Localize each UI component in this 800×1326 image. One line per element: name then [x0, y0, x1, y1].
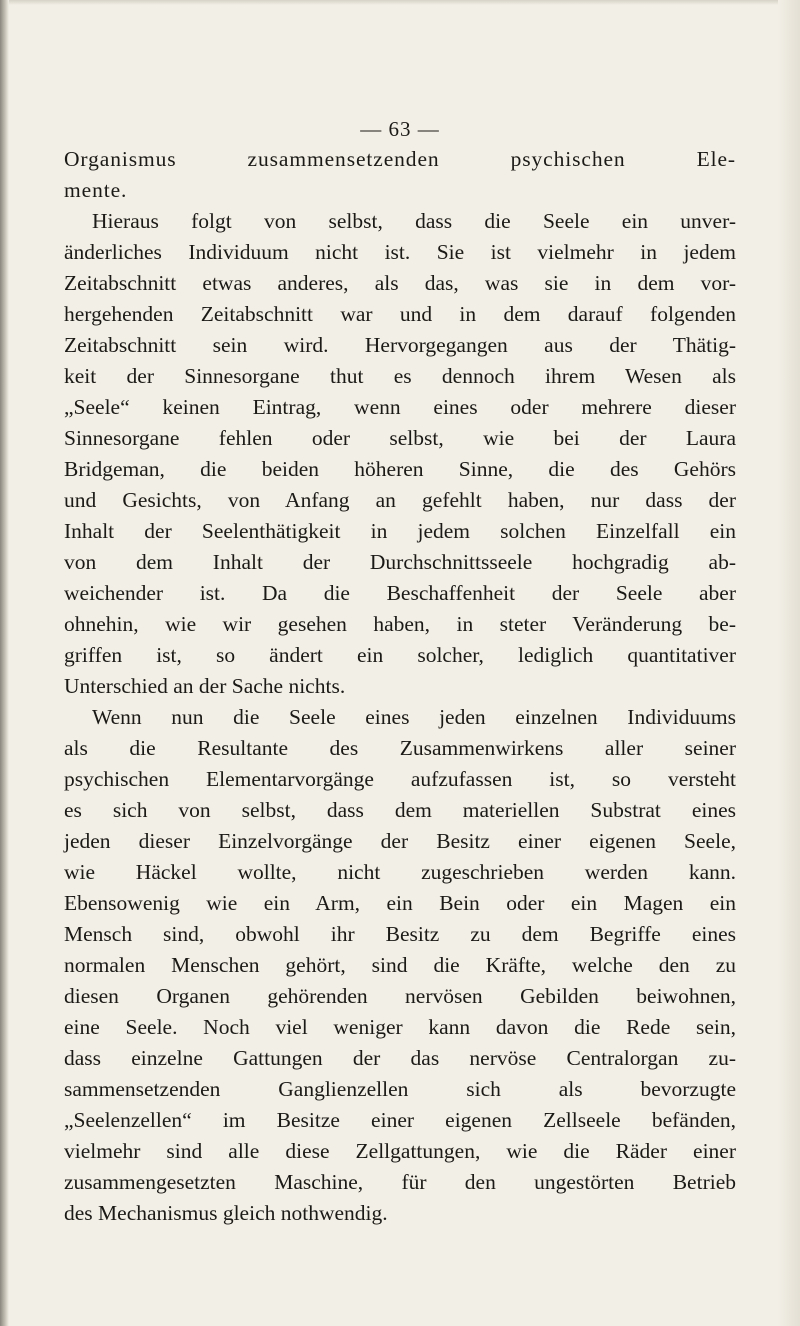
text-line: und Gesichts, von Anfang an gefehlt haben, nur dass der [64, 488, 736, 512]
text-line: als die Resultante des Zusammenwirkens aller seiner [64, 736, 736, 760]
text-line: des Mechanismus gleich nothwendig. [64, 1201, 388, 1225]
text-line: griffen ist, so ändert ein solcher, lediglich quantitativer [64, 643, 736, 667]
text-line: „Seele“ keinen Eintrag, wenn eines oder mehrere dieser [64, 395, 736, 419]
text-line: dass einzelne Gattungen der das nervöse Centralorgan zu- [64, 1046, 736, 1070]
page-top-edge [0, 0, 800, 5]
text-line: wie Häckel wollte, nicht zugeschrieben werden kann. [64, 860, 736, 884]
text-line: Ebensowenig wie ein Arm, ein Bein oder ein Magen ein [64, 891, 736, 915]
text-line: psychischen Elementarvorgänge aufzufassen ist, so versteht [64, 767, 736, 791]
page-right-edge [778, 0, 800, 1326]
text-line: zusammengesetzten Maschine, für den ungestörten Betrieb [64, 1170, 736, 1194]
text-line: Unterschied an der Sache nichts. [64, 674, 346, 698]
text-line: normalen Menschen gehört, sind die Kräfte, welche den zu [64, 953, 736, 977]
text-line: Inhalt der Seelenthätigkeit in jedem solchen Einzelfall ein [64, 519, 736, 543]
text-line: mente. [64, 178, 128, 202]
page-number: — 63 — [360, 117, 440, 141]
text-line: Bridgeman, die beiden höheren Sinne, die des Gehörs [64, 457, 736, 481]
text-line: Zeitabschnitt etwas anderes, als das, was sie in dem vor- [64, 271, 736, 295]
text-line: änderliches Individuum nicht ist. Sie ist vielmehr in jedem [64, 240, 736, 264]
text-line: ohnehin, wie wir gesehen haben, in steter Veränderung be- [64, 612, 736, 636]
text-line: Wenn nun die Seele eines jeden einzelnen Individuums [92, 705, 736, 729]
text-line: sammensetzenden Ganglienzellen sich als bevorzugte [64, 1077, 736, 1101]
text-line: es sich von selbst, dass dem materiellen Substrat eines [64, 798, 736, 822]
text-line: Mensch sind, obwohl ihr Besitz zu dem Begriffe eines [64, 922, 736, 946]
text-line: jeden dieser Einzelvorgänge der Besitz einer eigenen Seele, [64, 829, 736, 853]
text-line: eine Seele. Noch viel weniger kann davon die Rede sein, [64, 1015, 736, 1039]
body-text [64, 144, 736, 1229]
text-line: diesen Organen gehörenden nervösen Gebilden beiwohnen, [64, 984, 736, 1008]
text-line: Organismus zusammensetzenden psychischen Ele- [64, 147, 736, 171]
text-line: Zeitabschnitt sein wird. Hervorgegangen aus der Thätig- [64, 333, 736, 357]
text-line: hergehenden Zeitabschnitt war und in dem darauf folgenden [64, 302, 736, 326]
text-line: „Seelenzellen“ im Besitze einer eigenen Zellseele befänden, [64, 1108, 736, 1132]
text-line: Sinnesorgane fehlen oder selbst, wie bei der Laura [64, 426, 736, 450]
text-line: von dem Inhalt der Durchschnittsseele hochgradig ab- [64, 550, 736, 574]
text-line: keit der Sinnesorgane thut es dennoch ihrem Wesen als [64, 364, 736, 388]
text-line: Hieraus folgt von selbst, dass die Seele ein unver- [92, 209, 736, 233]
text-line: vielmehr sind alle diese Zellgattungen, wie die Räder einer [64, 1139, 736, 1163]
page-binding-shadow [0, 0, 9, 1326]
text-line: weichender ist. Da die Beschaffenheit der Seele aber [64, 581, 736, 605]
